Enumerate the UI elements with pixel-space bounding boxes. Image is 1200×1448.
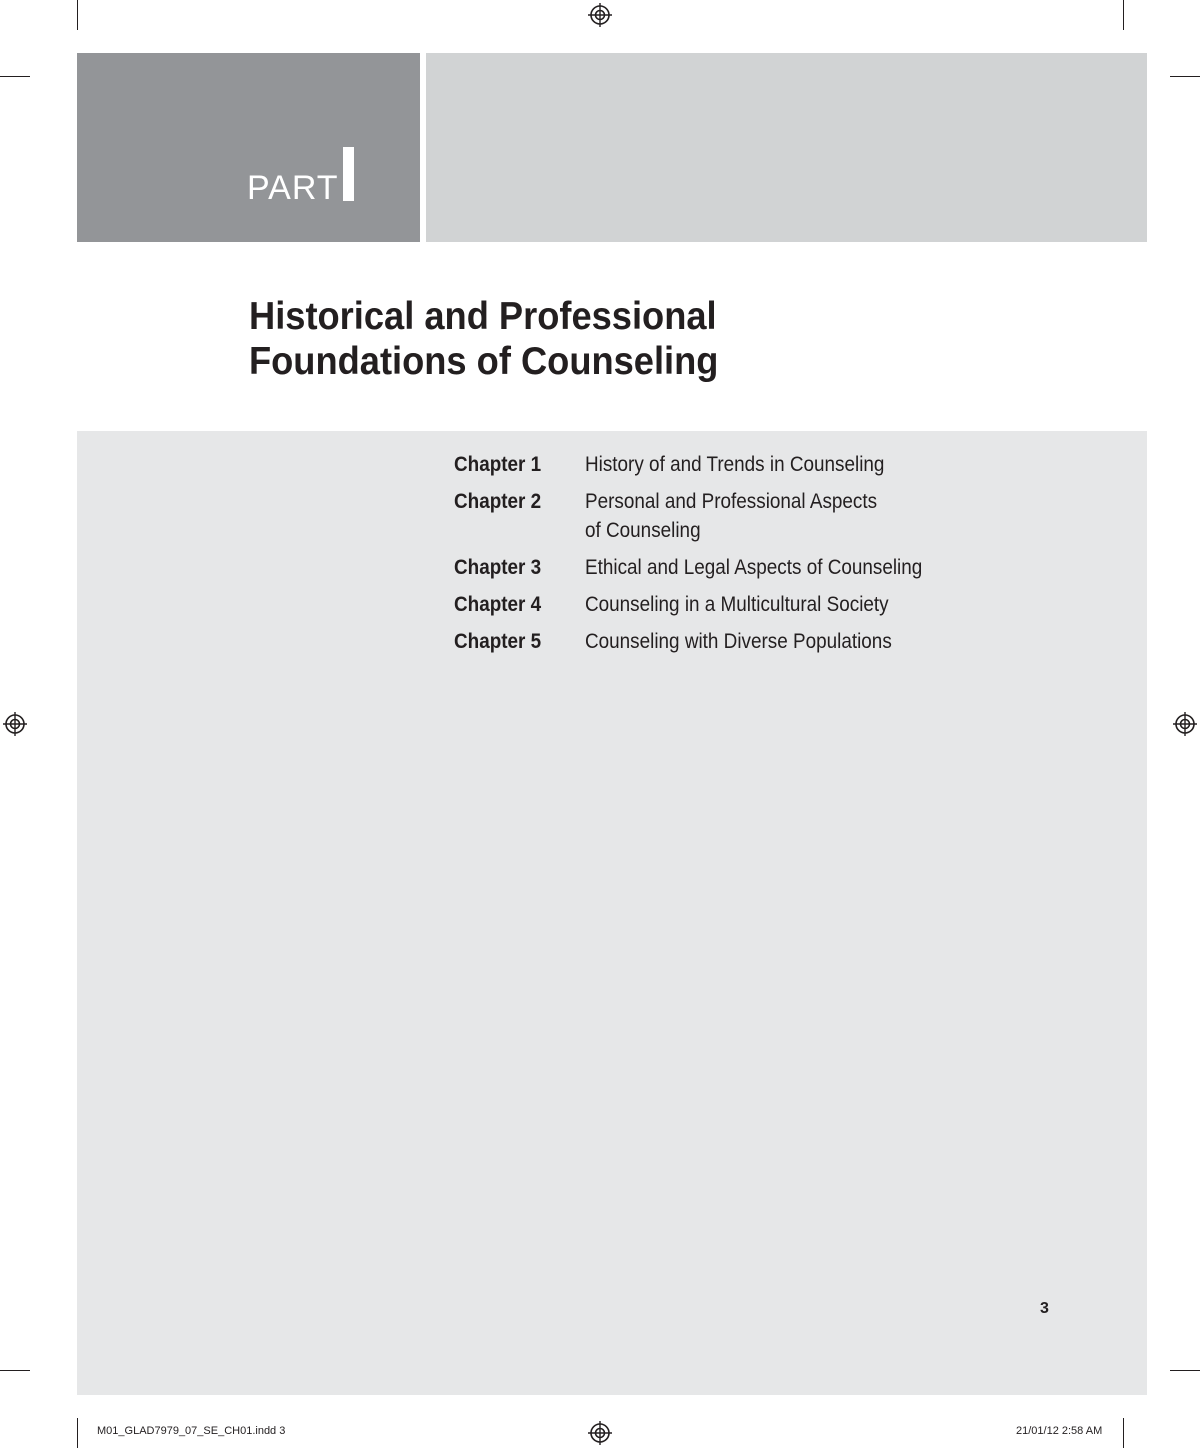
toc-entry <box>454 487 1014 545</box>
slug-file: M01_GLAD7979_07_SE_CH01.indd 3 <box>97 1425 286 1437</box>
chapter-number: Chapter 5 <box>454 630 542 653</box>
crop-mark-right-bottom <box>1170 1370 1200 1371</box>
toc-entry <box>454 590 1014 619</box>
chapter-number: Chapter 2 <box>454 490 542 513</box>
toc-entry <box>454 450 1014 479</box>
chapter-number: Chapter 4 <box>454 593 542 616</box>
registration-mark-icon <box>588 1421 612 1445</box>
header-band <box>426 53 1147 242</box>
registration-mark-icon <box>588 3 612 27</box>
registration-mark-icon <box>1173 712 1197 736</box>
part-label: PART <box>247 169 339 207</box>
chapter-number: Chapter 1 <box>454 453 542 476</box>
chapter-title: Counseling with Diverse Populations <box>585 630 892 653</box>
slug-timestamp: 21/01/12 2:58 AM <box>1016 1425 1103 1437</box>
chapter-title: Personal and Professional Aspects of Counseling <box>585 490 878 542</box>
crop-mark-top-right <box>1123 0 1124 30</box>
table-of-contents <box>454 450 1014 664</box>
crop-mark-right-top <box>1170 76 1200 77</box>
part-block <box>77 53 420 242</box>
crop-mark-left-top <box>0 76 30 77</box>
crop-mark-bottom-left <box>77 1418 78 1448</box>
registration-mark-icon <box>3 712 27 736</box>
part-title <box>249 294 900 384</box>
chapter-number: Chapter 3 <box>454 556 542 579</box>
crop-mark-left-bottom <box>0 1370 30 1371</box>
chapter-title: Ethical and Legal Aspects of Counseling <box>585 556 923 579</box>
part-title-line-1: Historical and Professional <box>249 295 717 338</box>
chapter-title: Counseling in a Multicultural Society <box>585 593 889 616</box>
page-number: 3 <box>1040 1300 1049 1317</box>
crop-mark-top-left <box>77 0 78 30</box>
part-numeral <box>343 147 354 201</box>
chapter-title: History of and Trends in Counseling <box>585 453 885 476</box>
toc-entry <box>454 553 1014 582</box>
part-title-line-2: Foundations of Counseling <box>249 340 719 383</box>
crop-mark-bottom-right <box>1123 1418 1124 1448</box>
toc-entry <box>454 627 1014 656</box>
